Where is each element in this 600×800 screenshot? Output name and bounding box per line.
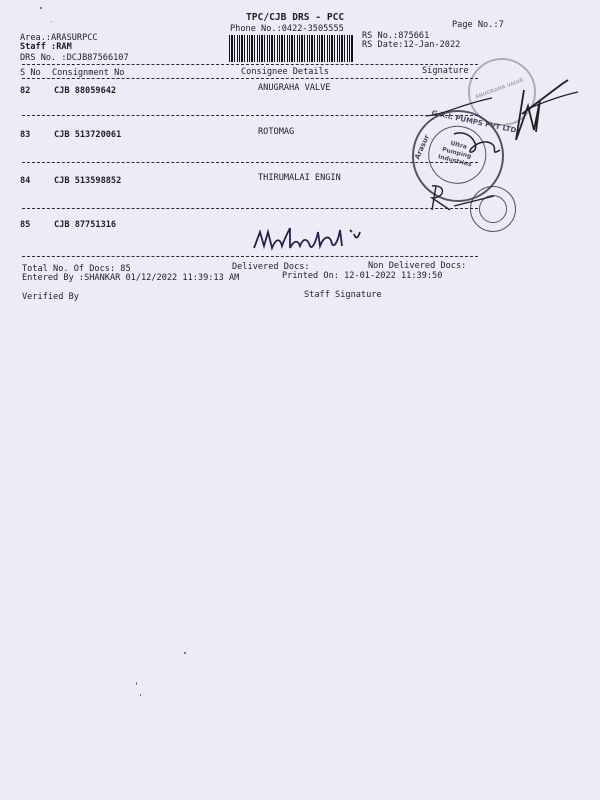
row-consignment-no: CJB 88059642 xyxy=(54,86,117,96)
row-consignee: ANUGRAHA VALVE xyxy=(258,83,331,93)
total-docs: Total No. Of Docs: 85 xyxy=(22,264,131,274)
column-header-consignment: Consignment No xyxy=(52,68,125,78)
pen-stroke xyxy=(426,96,496,126)
area-label: Area.:ARASURPCC xyxy=(20,33,98,43)
rs-number: RS No.:875661 xyxy=(362,31,430,41)
staff-signature-label: Staff Signature xyxy=(304,290,382,300)
delivered-docs: Delivered Docs: xyxy=(232,262,310,272)
column-header-consignee: Consignee Details xyxy=(241,67,329,77)
row-consignment-no: CJB 513720061 xyxy=(54,130,122,140)
stamp-ring-text: G.R.I. PUMPS PVT LTD xyxy=(430,108,517,135)
row-consignee: ROTOMAG xyxy=(258,127,295,137)
row-sno: 84 xyxy=(20,176,31,186)
column-header-signature: Signature xyxy=(422,66,469,76)
signature-row-84 xyxy=(424,180,504,220)
phone-number: Phone No.:0422-3505555 xyxy=(230,24,344,34)
barcode xyxy=(229,35,353,62)
column-divider xyxy=(22,78,478,79)
document-title: TPC/CJB DRS - PCC xyxy=(246,12,345,23)
page-number: Page No.:7 xyxy=(452,20,504,30)
row-divider xyxy=(22,208,478,209)
staff-label: Staff :RAM xyxy=(20,42,72,52)
rs-date: RS Date:12-Jan-2022 xyxy=(362,40,461,50)
verified-by: Verified By xyxy=(22,292,79,302)
entered-by: Entered By :SHANKAR 01/12/2022 11:39:13 AM xyxy=(22,273,240,283)
drs-number: DRS No. :DCJB87566107 xyxy=(20,53,129,63)
scan-speck xyxy=(184,652,186,654)
stamp-center-text: Ultra Pumping Industries xyxy=(437,139,473,169)
printed-on: Printed On: 12-01-2022 11:39:50 xyxy=(282,271,443,281)
row-divider xyxy=(22,115,478,116)
scan-speck xyxy=(40,7,42,9)
faint-company-stamp: ANUGRAHA VALVE xyxy=(468,58,536,126)
scan-speck xyxy=(140,694,141,696)
scan-speck xyxy=(136,682,137,685)
row-sno: 82 xyxy=(20,86,31,96)
pen-stroke xyxy=(530,92,580,112)
svg-text:Mahe: Mahe xyxy=(50,22,53,23)
row-sno: 85 xyxy=(20,220,31,230)
signature-row-83 xyxy=(452,126,522,166)
row-consignee: THIRUMALAI ENGIN xyxy=(258,173,341,183)
row-sno: 83 xyxy=(20,130,31,140)
stamp-location: Arasur xyxy=(413,133,432,161)
non-delivered-docs: Non Delivered Docs: xyxy=(368,261,467,271)
row-divider xyxy=(22,162,478,163)
row-consignment-no: CJB 87751316 xyxy=(54,220,117,230)
column-header-sno: S No xyxy=(20,68,41,78)
row-consignment-no: CJB 513598852 xyxy=(54,176,122,186)
header-divider xyxy=(22,64,478,65)
